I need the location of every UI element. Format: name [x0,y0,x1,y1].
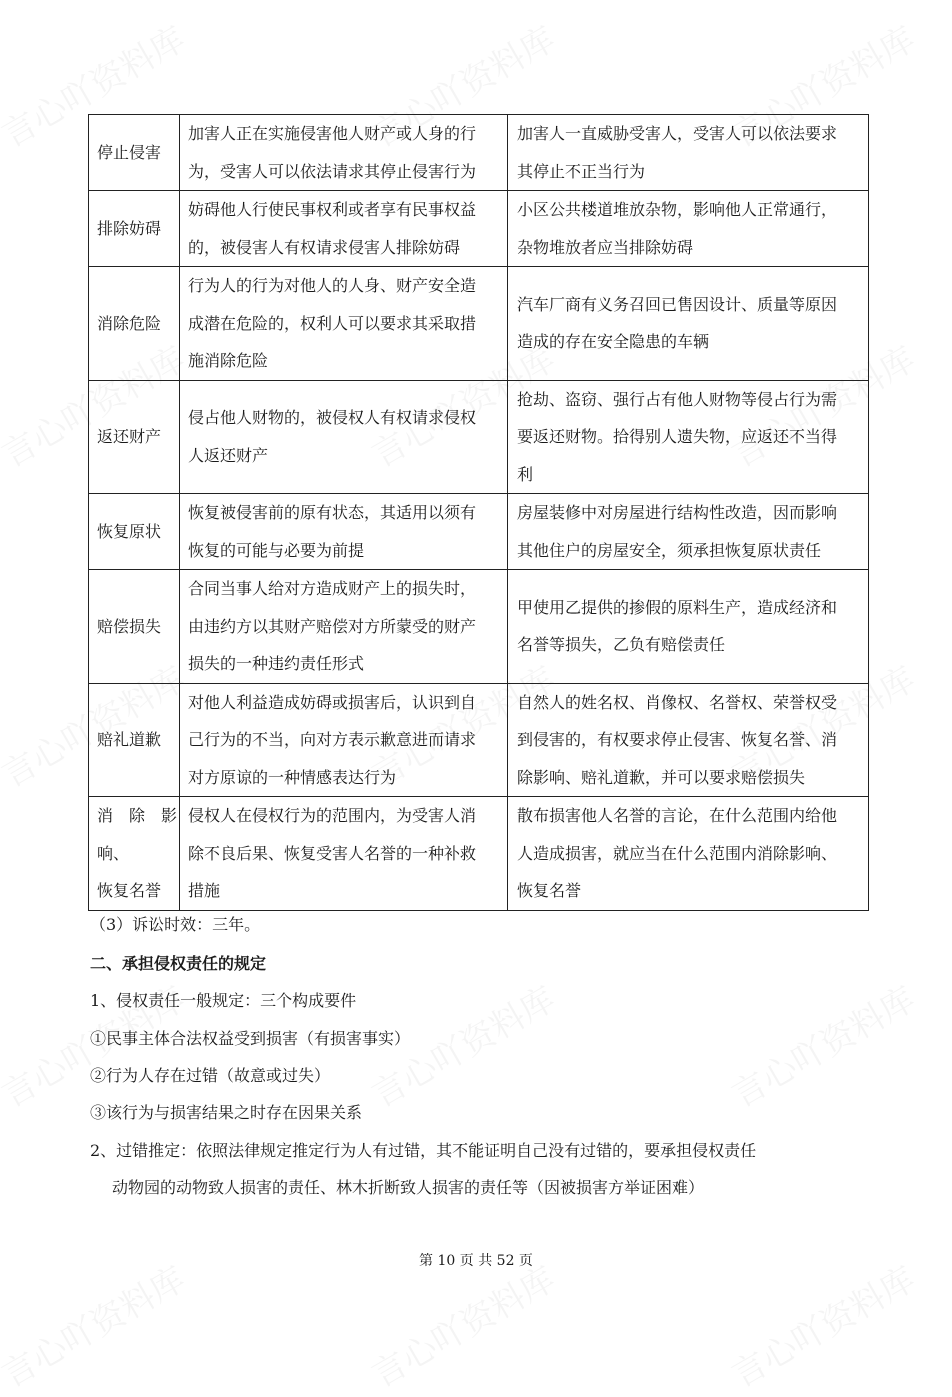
definition-cell [180,267,508,381]
definition-cell [180,494,508,570]
example-cell [508,380,869,494]
example-cell [508,191,869,267]
cell-line: 损失的一种违约责任形式 [188,654,365,673]
cell-line: 恢复名誉 [97,881,162,900]
definition-cell [180,380,508,494]
cell-line: 利 [517,464,534,484]
cell-line: 甲使用乙提供的掺假的原料生产，造成经济和 [517,597,838,617]
cell-line: 造成的存在安全隐患的车辆 [517,332,710,352]
definition-cell [180,570,508,684]
table-row [89,380,869,494]
cell-line: 由违约方以其财产赔偿对方所蒙受的财产 [188,616,477,636]
cell-line: 除影响、赔礼道歉，并可以要求赔偿损失 [517,767,806,787]
table-row [89,797,869,911]
limitation-text: （3）诉讼时效：三年。 [90,915,261,934]
paragraph: ③该行为与损害结果之时存在因果关系 [90,1103,363,1122]
cell-line: 散布损害他人名誉的言论，在什么范围内给他 [517,806,838,825]
example-cell [508,570,869,684]
page-number: 第 10 页 共 52 页 [419,1253,533,1269]
paragraph: 2、过错推定：依照法律规定推定行为人有过错，其不能证明自己没有过错的，要承担侵权责任 [90,1141,757,1160]
cell-line: 妨碍他人行使民事权利或者享有民事权益 [188,200,477,219]
remedy-name-cell [89,380,180,494]
cell-line: 到侵害的，有权要求停止侵害、恢复名誉、消 [517,730,838,749]
cell-line: 加害人一直威胁受害人，受害人可以依法要求 [517,124,838,143]
remedy-name-cell [89,570,180,684]
definition-cell [180,683,508,797]
cell-line: 对他人利益造成妨碍或损害后，认识到自 [188,692,477,712]
example-cell [508,115,869,191]
definition-cell [180,797,508,911]
cell-line: 恢复的可能与必要为前提 [188,540,365,560]
watermark [0,1252,193,1396]
cell-line: 侵占他人财物的，被侵权人有权请求侵权 [188,408,477,428]
cell-line: 其他住户的房屋安全，须承担恢复原状责任 [517,540,822,560]
definition-cell [180,191,508,267]
cell-line: 除不良后果、恢复受害人名誉的一种补救 [188,843,477,863]
cell-line: 房屋装修中对房屋进行结构性改造，因而影响 [517,503,838,522]
remedy-name-cell [89,191,180,267]
cell-line: 杂物堆放者应当排除妨碍 [517,237,694,257]
cell-line: 抢劫、盗窃、强行占有他人财物等侵占行为需 [517,389,838,409]
remedy-name-cell [89,683,180,797]
cell-line: 人返还财产 [188,445,269,465]
table-row [89,570,869,684]
cell-line: 返还财产 [97,427,162,446]
remedy-name-cell [89,797,180,911]
cell-line: 要返还财物。拾得别人遗失物，应返还不当得 [517,427,838,446]
cell-line: 侵权人在侵权行为的范围内，为受害人消 [188,806,477,825]
table-row [89,494,869,570]
definition-cell [180,115,508,191]
cell-line: 合同当事人给对方造成财产上的损失时， [188,579,477,598]
cell-line: 停止侵害 [97,142,162,162]
cell-line: 名誉等损失，乙负有赔偿责任 [517,635,726,655]
example-cell [508,494,869,570]
cell-line: 措施 [188,881,221,900]
cell-line: 加害人正在实施侵害他人财产或人身的行 [188,124,477,143]
cell-line: 消除危险 [97,313,162,333]
section-heading: 二、承担侵权责任的规定 [90,954,267,973]
cell-line: 对方原谅的一种情感表达行为 [188,767,397,787]
cell-line: 排除妨碍 [97,218,162,238]
liability-methods-table [88,114,869,911]
cell-line: 恢复原状 [97,521,162,541]
watermark [361,1252,562,1396]
paragraph: 1、侵权责任一般规定：三个构成要件 [90,991,357,1010]
cell-line: 恢复被侵害前的原有状态，其适用以须有 [188,503,477,522]
example-cell [508,683,869,797]
cell-line: 成潜在危险的，权利人可以要求其采取措 [188,313,477,333]
table-row [89,683,869,797]
cell-line: 为，受害人可以依法请求其停止侵害行为 [188,161,477,181]
paragraph: 动物园的动物致人损害的责任、林木折断致人损害的责任等（因被损害方举证困难） [112,1178,705,1197]
cell-line: 恢复名誉 [517,881,582,900]
cell-line: 施消除危险 [188,351,269,370]
example-cell [508,267,869,381]
cell-line: 行为人的行为对他人的人身、财产安全造 [188,276,477,295]
watermark [721,972,922,1116]
remedy-name-cell [89,494,180,570]
cell-line: 其停止不正当行为 [517,161,646,181]
cell-line: 人造成损害，就应当在什么范围内消除影响、 [517,843,838,863]
cell-line: 己行为的不当，向对方表示歉意进而请求 [188,730,477,749]
cell-line: 消 除 影 [97,806,178,825]
cell-line: 赔礼道歉 [97,730,162,749]
paragraph: ②行为人存在过错（故意或过失） [90,1066,331,1085]
cell-line: 的，被侵害人有权请求侵害人排除妨碍 [188,237,461,257]
cell-line: 自然人的姓名权、肖像权、名誉权、荣誉权受 [517,692,838,712]
example-cell [508,797,869,911]
remedy-name-cell [89,267,180,381]
watermark [721,1252,922,1396]
table-row [89,115,869,191]
cell-line: 汽车厂商有义务召回已售因设计、质量等原因 [517,294,838,314]
table-row [89,267,869,381]
paragraph: ①民事主体合法权益受到损害（有损害事实） [90,1029,411,1048]
cell-line: 小区公共楼道堆放杂物，影响他人正常通行， [517,200,838,219]
remedy-name-cell [89,115,180,191]
table-row [89,191,869,267]
cell-line: 赔偿损失 [97,616,162,636]
cell-line: 响、 [97,843,130,863]
